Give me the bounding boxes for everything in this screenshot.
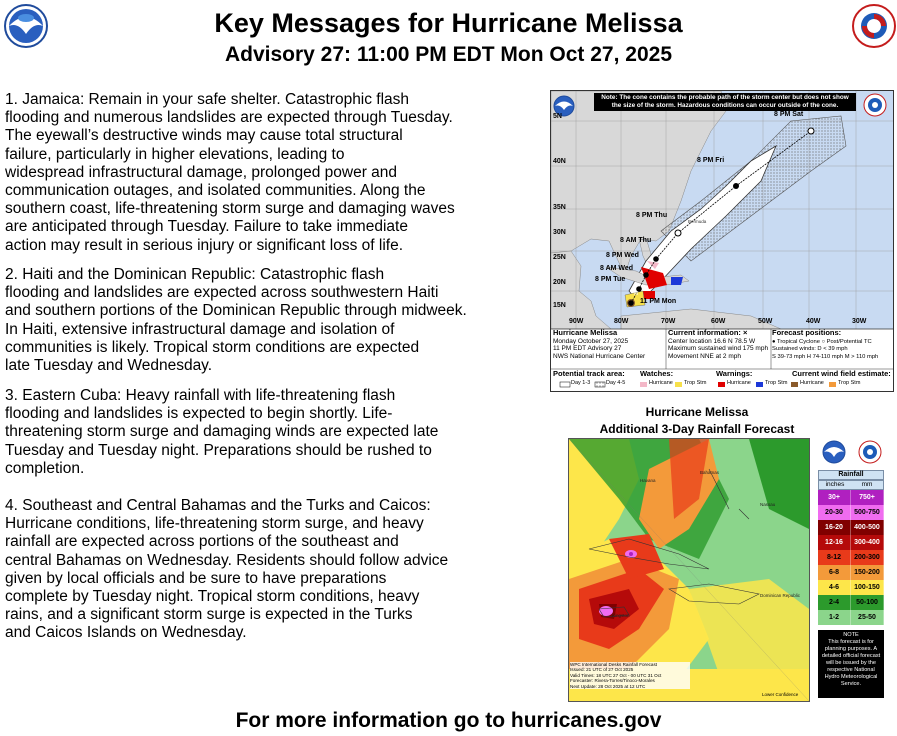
legend-inches: 12-16: [818, 535, 851, 550]
legend-row: [818, 505, 884, 520]
track-label-sat: 8 PM Sat: [774, 111, 804, 118]
current-movement: Movement NNE at 2 mph: [668, 352, 741, 360]
wind-field-label: Current wind field estimate:: [792, 369, 891, 378]
lon-label: 90W: [569, 318, 584, 325]
legend-mm: 25-50: [851, 610, 884, 625]
track-label-thu-pm: 8 PM Thu: [636, 212, 668, 219]
current-wind: Maximum sustained wind 175 mph: [668, 345, 769, 353]
track-label-mon: 11 PM Mon: [640, 298, 677, 305]
key-message-bahamas: 4. Southeast and Central Bahamas and the Turks and Caicos: Hurricane conditions, life-threatening storm surge, and heavy rainfall are expected across portions of the southeast and central Bahamas on Wednesday. Residents should follow advice given by local officials and be sure to have preparations complete by Tuesday night. Tropical storm conditions, heavy rains, and a significant storm surge is expected in the Turks and Caicos Islands on Wednesday.: [5, 497, 449, 642]
track-label-thu-am: 8 AM Thu: [620, 237, 652, 244]
lon-label: 30W: [852, 318, 867, 325]
legend-title: Rainfall: [818, 470, 884, 480]
legend-inches: 4-6: [818, 580, 851, 595]
key-message-haiti-dr: 2. Haiti and the Dominican Republic: Catastrophic flash flooding and landslides are expected across southwestern Haiti and southern portions of the Dominican Republic through midweek. In Haiti, extensive infrastructural damage and isolation of communities is likely. Tropical storm conditions are expected late Tuesday and Wednesday.: [5, 266, 467, 375]
watches-label: Watches:: [640, 369, 674, 378]
forecast-category-legend: S 39-73 mph H 74-110 mph M > 110 mph: [772, 353, 879, 360]
legend-row: [818, 610, 884, 625]
lat-label: 20N: [553, 279, 566, 286]
day45-label: Day 4-5: [606, 380, 626, 386]
day13-label: Day 1-3: [571, 380, 591, 386]
svg-text:M: M: [634, 291, 639, 297]
legend-inches: 8-12: [818, 550, 851, 565]
legend-inches: 6-8: [818, 565, 851, 580]
warnings-label: Warnings:: [716, 369, 753, 378]
lat-label: 35N: [553, 204, 566, 211]
page-title: Key Messages for Hurricane Melissa: [214, 8, 683, 38]
lon-label: 70W: [661, 318, 676, 325]
advisory-date: Monday October 27, 2025: [553, 337, 629, 345]
nws-logo-rainfall: [858, 440, 882, 464]
lower-confidence-label: Lower Confidence: [762, 692, 799, 697]
forecast-positions: [772, 329, 878, 361]
wind-field-ts: Trop Stm: [838, 380, 861, 386]
forecast-symbol-legend: ● Tropical Cyclone ○ Post/Potential TC: [772, 338, 872, 345]
wpc-credit: WPC International Desks Rainfall Forecast Issued: 21 UTC of 27 Oct 2025 Valid Times: 18 UTC 27 Oct - 00 UTC 31 Oct Forecaster: Rivera-Torres/Tinoco-Morales Next Update: 28 Oct 2025 at 12 UTC: [570, 662, 690, 689]
legend-row: [818, 565, 884, 580]
map-label-havana: Havana: [640, 478, 656, 483]
map-label-nassau: Nassau: [760, 502, 776, 507]
legend-inches: 30+: [818, 490, 851, 505]
legend-row: [818, 595, 884, 610]
legend-inches: 2-4: [818, 595, 851, 610]
advisory-subtitle: Advisory 27: 11:00 PM EDT Mon Oct 27, 2025: [224, 43, 672, 66]
lat-label: 15N: [553, 302, 566, 309]
legend-inches: 20-30: [818, 505, 851, 520]
lon-label: 80W: [614, 318, 629, 325]
legend-mm: 100-150: [851, 580, 884, 595]
legend-row: [818, 520, 884, 535]
legend-row: [818, 550, 884, 565]
nhc-credit: NWS National Hurricane Center: [553, 352, 646, 360]
legend-mm: 400-500: [851, 520, 884, 535]
track-area-label: Potential track area:: [553, 369, 625, 378]
cone-storm-info: [553, 329, 645, 360]
storm-name: Hurricane Melissa: [553, 328, 618, 337]
hurricane-warning-label: Hurricane: [727, 380, 751, 386]
forecast-wind-legend: Sustained winds: D < 39 mph: [772, 346, 848, 353]
lat-label: 25N: [553, 254, 566, 261]
ts-watch-label: Trop Stm: [684, 380, 707, 386]
legend-inches: 16-20: [818, 520, 851, 535]
current-location: Center location 16.6 N 78.5 W: [668, 337, 756, 345]
legend-mm: 500-750: [851, 505, 884, 520]
legend-mm: 150-200: [851, 565, 884, 580]
track-label-wed-pm: 8 PM Wed: [606, 252, 639, 259]
legend-mm: 200-300: [851, 550, 884, 565]
legend-units: inches mm: [818, 480, 884, 490]
track-label-wed-am: 8 AM Wed: [600, 265, 634, 272]
rainfall-note: NOTE This forecast is for planning purposes. A detailed official forecast will be issued by the respective National Hydro Meteorological Service.: [818, 630, 884, 698]
rainfall-title: Hurricane Melissa: [645, 405, 749, 419]
advisory-number: 11 PM EDT Advisory 27: [553, 345, 622, 353]
current-info-header: Current information: ×: [668, 328, 748, 337]
ts-warning-label: Trop Stm: [765, 380, 788, 386]
lat-label: 5N: [553, 113, 562, 120]
legend-mm: 750+: [851, 490, 884, 505]
hurricane-watch-label: Hurricane: [649, 380, 673, 386]
map-label-dominican-republic: Dominican Republic: [760, 593, 801, 598]
lon-label: 60W: [711, 318, 726, 325]
legend-mm: 50-100: [851, 595, 884, 610]
track-label-tue: 8 PM Tue: [595, 276, 626, 283]
forecast-header: Forecast positions:: [772, 328, 842, 337]
key-message-jamaica: 1. Jamaica: Remain in your safe shelter. Catastrophic flash flooding and numerous landslides are expected through Tuesday. The eyewall’s destructive winds may cause total structural failure, particularly in higher elevations, leading to widespread infrastructural damage, prolonged power and communication outages, and isolated communities. Along the southern coast, life-threatening storm surge and damaging waves are anticipated through Tuesday. Failure to take immediate action may result in serious injury or significant loss of life.: [5, 91, 455, 254]
map-label-kingston: Kingston: [612, 613, 630, 618]
map-label-bahamas: Bahamas: [700, 470, 720, 475]
legend-row: [818, 490, 884, 505]
bermuda-label: Bermuda: [688, 219, 707, 224]
legend-row: [818, 580, 884, 595]
rainfall-legend: [818, 470, 884, 625]
wind-field-hurricane: Hurricane: [800, 380, 824, 386]
lat-label: 40N: [553, 158, 566, 165]
lon-label: 50W: [758, 318, 773, 325]
footer-link-text: For more information go to hurricanes.gov: [235, 709, 662, 732]
rainfall-subtitle: Additional 3-Day Rainfall Forecast: [599, 422, 795, 436]
legend-inches: 1-2: [818, 610, 851, 625]
legend-mm: 300-400: [851, 535, 884, 550]
key-message-cuba: 3. Eastern Cuba: Heavy rainfall with life-threatening flash flooding and landslides is expected to begin shortly. Life- threatening storm surge and damaging winds are expected late Tuesday and Tuesday night. Preparations should be rushed to completion.: [5, 387, 439, 477]
legend-row: [818, 535, 884, 550]
noaa-logo-rainfall: [822, 440, 846, 464]
lon-label: 40W: [806, 318, 821, 325]
current-information: [668, 329, 768, 360]
nws-small-logo: [863, 93, 887, 117]
cone-disclaimer-note: Note: The cone contains the probable path of the storm center but does not show the size of the storm. Hazardous conditions can occur outside of the cone.: [594, 93, 856, 111]
lat-label: 30N: [553, 229, 566, 236]
track-label-fri: 8 PM Fri: [697, 157, 725, 164]
